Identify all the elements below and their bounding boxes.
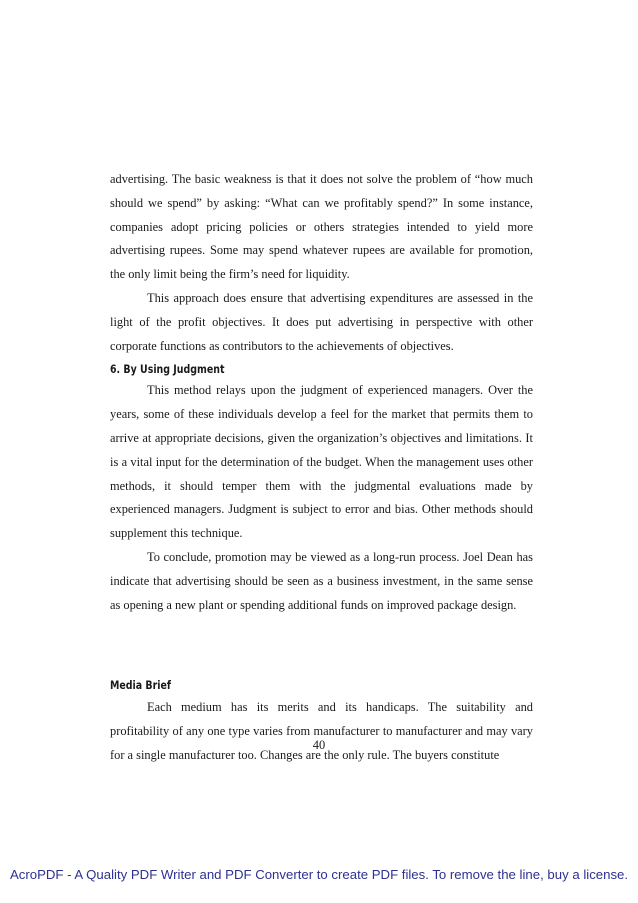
paragraph-conclusion: To conclude, promotion may be viewed as a long-run process. Joel Dean has indicate that advertising should be seen as a business investment, in the same sense as opening a new plant or spending additional funds on improved package design. — [110, 549, 533, 612]
paragraph-judgment-method: This method relays upon the judgment of experienced managers. Over the years, some of these individuals develop a feel for the market that permits them to arrive at appropriate decisions, given the organization’s objectives and limitations. It is a vital input for the determination of the budget. When the management uses other methods, it should temper them with the judgmental evaluations made by experienced managers. Judgment is subject to error and bias. Other methods should supplement this technique. — [110, 383, 533, 541]
page-number: 40 — [312, 738, 326, 752]
section-heading-media-brief: Media Brief — [110, 678, 171, 693]
paragraph-media-brief: Each medium has its merits and its handicaps. The suitability and profitability of any one type varies from manufacturer to manufacturer and may vary for a single manufacturer too. Changes are the only rule. The buyers constitute — [110, 700, 533, 762]
acropdf-watermark-banner: AcroPDF - A Quality PDF Writer and PDF Converter to create PDF files. To remove the line, buy a license. — [9, 867, 629, 882]
paragraph-profit-objectives: This approach does ensure that advertising expenditures are assessed in the light of the profit objectives. It does put advertising in perspective with other corporate functions as contributors to the achievements of objectives. — [110, 290, 533, 353]
document-body — [110, 168, 533, 768]
paragraph-advertising-weakness: advertising. The basic weakness is that it does not solve the problem of “how much should we spend” by asking: “What can we profitably spend?” In some instance, companies adopt pricing policies or others strategies intended to yield more advertising rupees. Some may spend whatever rupees are available for promotion, the only limit being the firm’s need for liquidity. — [110, 172, 533, 282]
section-heading-judgment: 6. By Using Judgment — [110, 362, 225, 377]
